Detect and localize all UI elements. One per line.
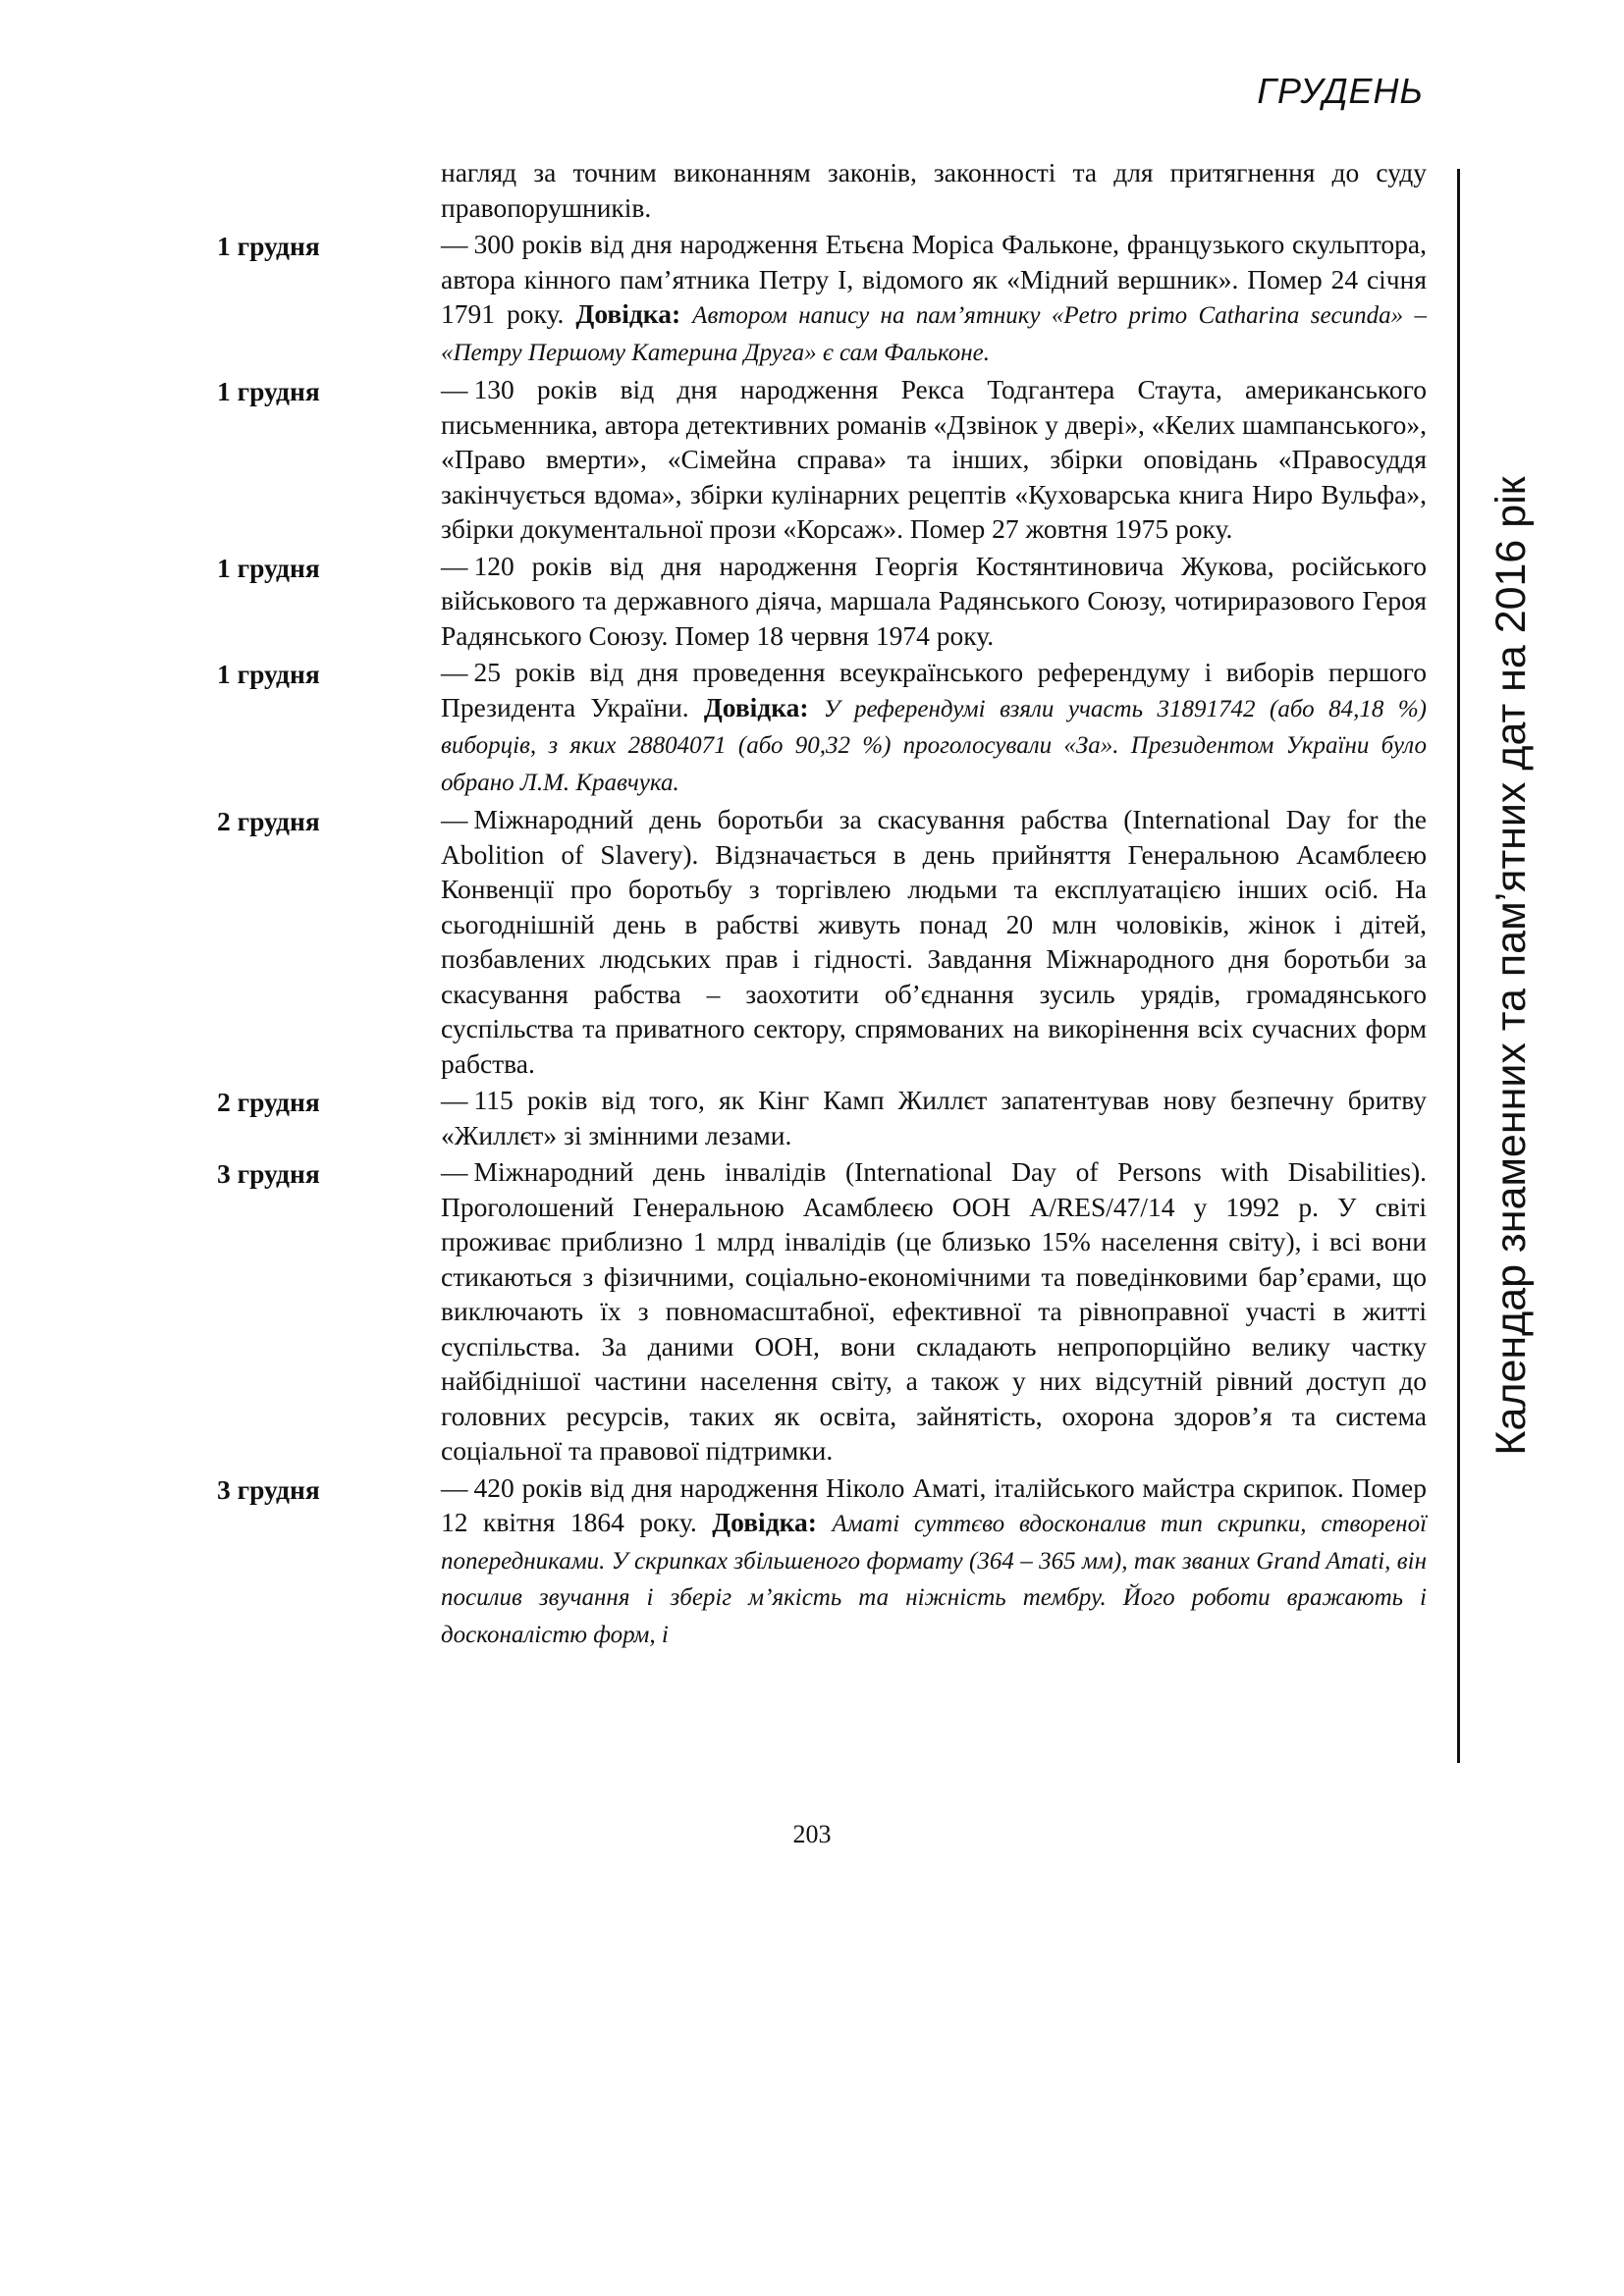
entry-dash: — <box>441 1471 468 1503</box>
entry-reference-text: У референдумі взяли участь 31891742 (або 84,18 %) виборців, з яких 28804071 (або 90,32 %) проголосували «За». Президентом України було обрано Л.М. Кравчука. <box>441 695 1428 796</box>
calendar-entry <box>217 1470 1427 1653</box>
entry-text: Міжнародний день боротьби за скасування рабства (International Day for the Abolition of Slavery). Відзначається в день прийняття Генеральною Асамблеєю Конвенції про боротьбу з торгівлею людьми та експлуатацією інших осіб. На сьогоднішній день в рабстві живуть понад 20 млн чоловіків, жінок і дітей, позбавлених людських прав і гідності. Завдання Міжнародного дня боротьби за скасування рабства – заохотити об’єднання зусиль урядів, громадянського суспільства та приватного сектору, спрямованих на викорінення всіх сучасних форм рабства. <box>441 804 1427 1079</box>
page-number: 203 <box>792 1820 832 1848</box>
entry-reference-text: Аматі суттєво вдосконалив тип скрипки, створеної попередниками. У скрипках збільшеного формату (364 – 365 мм), так званих Grand Amati, він посилив звучання і зберіг м’якість та ніжність тембру. Його роботи вражають і досконалістю форм, і <box>441 1511 1428 1648</box>
entry-text: 420 років від дня народження Ніколо Аматі, італійського майстра скрипок. Помер 12 квітня 1864 року. <box>441 1471 1427 1537</box>
entry-dash: — <box>441 1085 468 1115</box>
entry-dash: — <box>441 657 468 687</box>
entry-date: 3 грудня <box>217 1473 320 1505</box>
entry-text: 300 років від дня народження Етьєна Моріса Фальконе, французького скульптора, автора кінного пам’ятника Петру І, відомого як «Мідний вершник». Помер 24 січня 1791 року. <box>441 229 1427 329</box>
side-vertical-rule <box>1457 169 1460 1763</box>
calendar-entry <box>217 372 1427 547</box>
entry-date: 3 грудня <box>217 1158 320 1189</box>
entry-dash: — <box>441 804 468 834</box>
entry-reference-text: Автором напису на пам’ятнику «Petro primo Catharina secunda» – «Петру Першому Катерина Друга» є сам Фальконе. <box>441 302 1428 366</box>
page-body <box>217 155 1427 1654</box>
entry-date: 2 грудня <box>217 1087 320 1117</box>
entry-reference-label: Довідка: <box>712 1507 817 1537</box>
calendar-entry <box>217 655 1427 800</box>
entry-date: 1 грудня <box>217 376 320 406</box>
calendar-entry <box>217 549 1427 654</box>
running-head-title: ГРУДЕНЬ <box>1257 71 1424 111</box>
entry-text: 130 років від дня народження Рекса Тодгантера Стаута, американського письменника, автора детективних романів «Дзвінок у двері», «Келих шампанського», «Право вмерти», «Сімейна справа» та інших, збірки оповідань «Правосуддя закінчується вдома», збірки кулінарних рецептів «Куховарська книга Ниро Вульфа», збірки документальної прози «Корсаж». Помер 27 жовтня 1975 року. <box>441 374 1427 544</box>
calendar-entry <box>217 227 1427 370</box>
entry-reference-label: Довідка: <box>703 691 809 722</box>
entry-reference-label: Довідка: <box>575 298 681 329</box>
entry-date: 1 грудня <box>217 659 320 689</box>
calendar-entry <box>217 1083 1427 1152</box>
entry-dash: — <box>441 229 468 259</box>
entry-text: 115 років від того, як Кінг Камп Жиллєт запатентував нову безпечну бритву «Жиллєт» зі змінними лезами. <box>441 1085 1427 1150</box>
entry-dash: — <box>441 550 468 581</box>
continuation-paragraph <box>217 155 1427 225</box>
entry-text: 25 років від дня проведення всеукраїнського референдуму і виборів першого Президента України. <box>441 657 1427 722</box>
entries-list <box>217 227 1427 1652</box>
calendar-entry <box>217 1154 1427 1468</box>
entry-date: 1 грудня <box>217 231 320 261</box>
entry-date: 1 грудня <box>217 552 320 583</box>
side-book-title: Календар знаменних та пам’ятних дат на 2016 рік <box>1488 476 1535 1456</box>
entry-date: 2 грудня <box>217 806 320 836</box>
entry-dash: — <box>441 1156 468 1187</box>
continuation-text: нагляд за точним виконанням законів, законності та для притягнення до суду правопорушників. <box>441 157 1427 223</box>
entry-dash: — <box>441 374 468 404</box>
calendar-entry <box>217 802 1427 1081</box>
entry-text: 120 років від дня народження Георгія Костянтиновича Жукова, російського військового та державного діяча, маршала Радянського Союзу, чотириразового Героя Радянського Союзу. Помер 18 червня 1974 року. <box>441 550 1427 651</box>
entry-text: Міжнародний день інвалідів (International Day of Persons with Disabilities). Проголошений Генеральною Асамблеєю ООН A/RES/47/14 у 1992 р. У світі проживає приблизно 1 млрд інвалідів (це близько 15% населення світу), і всі вони стикаються з фізичними, соціально-економічними та поведінковими бар’єрами, що виключають їх з повномасштабної, ефективної та рівноправної участі в житті суспільства. За даними ООН, вони складають непропорційно велику частку найбіднішої частини населення світу, а також у них відсутній рівний доступ до головних ресурсів, таких як освіта, зайнятість, охорона здоров’я та система соціальної та правової підтримки. <box>441 1156 1427 1466</box>
